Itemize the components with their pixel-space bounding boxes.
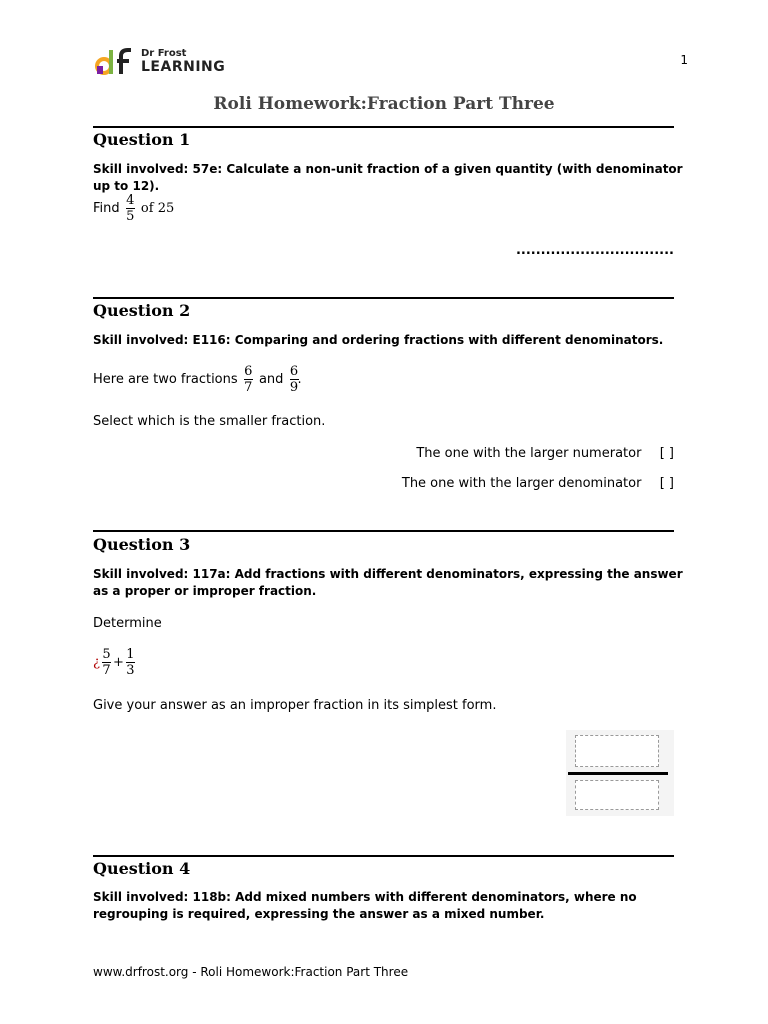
- logo-text-drfrost: Dr Frost: [141, 48, 187, 59]
- question-1-heading: Question 1: [93, 130, 191, 149]
- page-footer: www.drfrost.org - Roli Homework:Fraction Part Three: [93, 965, 409, 979]
- plus-sign: +: [112, 655, 124, 670]
- denominator: 5: [126, 209, 135, 224]
- numerator: 1: [126, 647, 135, 662]
- denominator: 7: [244, 380, 253, 395]
- question-1-skill: Skill involved: 57e: Calculate a non-unit fraction of a given quantity (with denominator up to 12).: [93, 162, 683, 193]
- question-3-determine: Determine: [93, 616, 162, 631]
- numerator: 4: [126, 193, 135, 208]
- numerator-input-box[interactable]: [575, 735, 659, 767]
- divider-rule: [93, 297, 674, 299]
- fraction-4-5: [126, 194, 135, 223]
- question-3-expression: [93, 648, 137, 677]
- denominator: 3: [126, 663, 135, 678]
- fraction-6-7: [244, 365, 253, 394]
- option-larger-numerator[interactable]: [416, 446, 674, 461]
- numerator: 6: [244, 364, 253, 379]
- question-2-heading: Question 2: [93, 301, 191, 320]
- question-2-instruction: Select which is the smaller fraction.: [93, 414, 326, 429]
- question-3-instruction: Give your answer as an improper fraction in its simplest form.: [93, 698, 497, 713]
- option-larger-denominator[interactable]: [402, 476, 674, 491]
- question-4-skill: Skill involved: 118b: Add mixed numbers with different denominators, where no regrouping is required, expressing the answer as a mixed number.: [93, 890, 637, 921]
- divider-rule: [93, 126, 674, 128]
- denominator: 7: [102, 663, 111, 678]
- option-checkbox[interactable]: [ ]: [659, 476, 674, 491]
- page-number: 1: [680, 53, 688, 67]
- fraction-bar: [568, 772, 668, 775]
- inverted-question-glyph: ¿: [93, 655, 100, 670]
- question-3-heading: Question 3: [93, 535, 191, 554]
- dr-frost-logo: [95, 46, 235, 78]
- numerator: 6: [289, 364, 299, 379]
- denominator-input-box[interactable]: [575, 780, 659, 810]
- question-1-prompt: [93, 194, 174, 223]
- question-4-heading: Question 4: [93, 859, 191, 878]
- option-label: The one with the larger numerator: [416, 446, 642, 461]
- fraction-1-3: [126, 648, 135, 677]
- question-3-skill: Skill involved: 117a: Add fractions with different denominators, expressing the answer as a proper or improper fraction.: [93, 567, 683, 598]
- numerator: 5: [102, 647, 111, 662]
- option-checkbox[interactable]: [ ]: [659, 446, 674, 461]
- document-title: Roli Homework:Fraction Part Three: [213, 94, 555, 114]
- prompt-period: .: [297, 372, 302, 387]
- logo-text-learning: LEARNING: [141, 59, 226, 75]
- fraction-5-7: [102, 648, 111, 677]
- option-label: The one with the larger denominator: [401, 476, 642, 491]
- df-logo-mark-icon: [95, 46, 139, 78]
- improper-fraction-answer: [566, 730, 674, 816]
- question-2-skill: Skill involved: E116: Comparing and ordering fractions with different denominators.: [93, 333, 664, 347]
- question-1-answer-line[interactable]: ................................: [515, 243, 674, 258]
- divider-rule: [93, 530, 674, 532]
- denominator: 9: [289, 380, 299, 395]
- prompt-and: and: [258, 372, 284, 387]
- prompt-prefix: Here are two fractions: [93, 372, 238, 387]
- question-2-prompt: [93, 365, 302, 394]
- prompt-suffix: of 25: [140, 201, 175, 216]
- prompt-prefix: Find: [93, 201, 120, 216]
- divider-rule: [93, 855, 674, 857]
